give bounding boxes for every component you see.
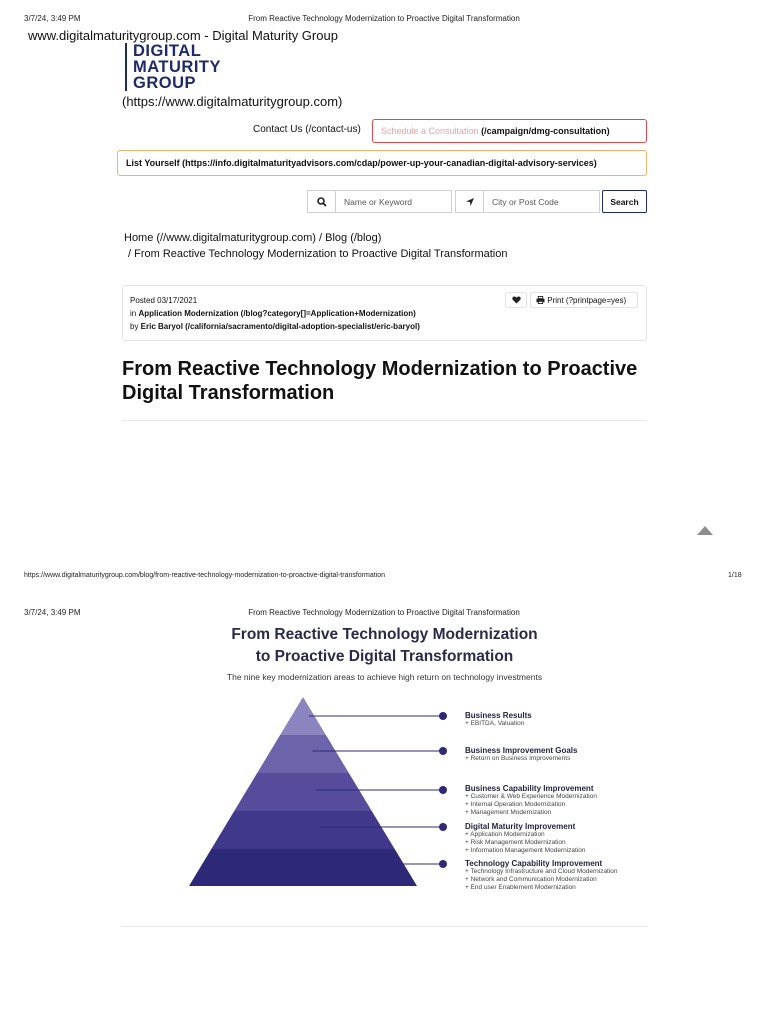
print-button[interactable] (530, 292, 638, 308)
list-yourself-button[interactable]: List Yourself (https://info.digitalmaturityadvisors.com/cdap/power-up-your-canadian-digital-advisory-services) (117, 150, 647, 176)
site-url-title[interactable]: www.digitalmaturitygroup.com - Digital Maturity Group (28, 28, 338, 43)
in-label: in (130, 309, 139, 318)
level-title: Digital Maturity Improvement (465, 822, 576, 831)
level-title: Technology Capability Improvement (465, 859, 603, 868)
level-item: + Return on Business Improvements (465, 755, 571, 762)
location-arrow-icon[interactable] (455, 190, 484, 213)
pyramid-level (465, 822, 586, 855)
infographic-title (122, 624, 647, 668)
print-footer-url: https://www.digitalmaturitygroup.com/blog/from-reactive-technology-modernization-to-proactive-digital-transformation (24, 572, 386, 579)
pyramid-tier (234, 773, 372, 811)
keyword-search-input[interactable]: Name or Keyword (336, 190, 452, 213)
level-item: + Network and Communication Modernization (465, 876, 597, 883)
heart-icon (512, 296, 521, 304)
pyramid-tier (257, 735, 349, 773)
level-item: + Information Management Modernization (465, 847, 586, 854)
logo-line-2: MATURITY (133, 58, 222, 76)
connector-dot (439, 712, 447, 720)
by-label: by (130, 322, 141, 331)
category-link[interactable]: Application Modernization (/blog?category[]=Application+Modernization) (138, 309, 416, 318)
author-link[interactable]: Eric Baryol (/california/sacramento/digital-adoption-specialist/eric-baryol) (140, 322, 420, 331)
connector-dot (439, 747, 447, 755)
scroll-to-top-icon[interactable] (696, 524, 714, 536)
print-datetime-page2: 3/7/24, 3:49 PM (24, 608, 81, 617)
infographic-subtitle: The nine key modernization areas to achieve high return on technology investments (226, 672, 543, 682)
pyramid-level (465, 711, 532, 728)
site-logo[interactable] (125, 43, 245, 91)
level-item: + End user Enablement Modernization (465, 884, 576, 891)
title-divider (122, 420, 647, 421)
printer-icon (536, 296, 545, 304)
logo-line-3: GROUP (133, 74, 197, 92)
print-doc-title: From Reactive Technology Modernization to Proactive Digital Transformation (248, 14, 520, 23)
schedule-consultation-button[interactable] (372, 119, 647, 143)
consultation-url: (/campaign/dmg-consultation) (481, 126, 610, 136)
logo-line-1: DIGITAL (133, 42, 202, 60)
infographic-title-line-2: to Proactive Digital Transformation (255, 648, 514, 665)
print-datetime: 3/7/24, 3:49 PM (24, 14, 81, 23)
connector-dot (439, 860, 447, 868)
connector-dot (439, 786, 447, 794)
breadcrumb-current: / From Reactive Technology Modernization to Proactive Digital Transformation (128, 248, 508, 260)
level-item: + EBITDA, Valuation (465, 720, 525, 727)
favorite-button[interactable] (505, 292, 527, 308)
pyramid-level (465, 859, 618, 892)
contact-us-link[interactable]: Contact Us (/contact-us) (253, 124, 361, 135)
level-item: + Internal Operation Modernization (465, 801, 566, 808)
level-item: + Risk Management Modernization (465, 839, 566, 846)
city-postcode-input[interactable]: City or Post Code (484, 190, 600, 213)
breadcrumb[interactable]: Home (//www.digitalmaturitygroup.com) / Blog (/blog) (124, 232, 382, 244)
level-title: Business Results (465, 711, 532, 720)
consultation-label: Schedule a Consultation (381, 126, 479, 136)
pyramid-diagram (185, 695, 455, 890)
print-doc-title-page2: From Reactive Technology Modernization to Proactive Digital Transformation (248, 608, 520, 617)
search-button[interactable]: Search (602, 190, 647, 213)
level-title: Business Improvement Goals (465, 746, 578, 755)
level-item: + Application Modernization (465, 831, 545, 838)
logo-url[interactable]: (https://www.digitalmaturitygroup.com) (122, 94, 343, 109)
author-line (130, 322, 420, 331)
search-icon[interactable] (307, 190, 336, 213)
page-number: 1/18 (728, 572, 742, 579)
pyramid-level (465, 746, 577, 763)
level-item: + Customer & Web Experience Modernization (465, 793, 597, 800)
infographic-divider (122, 926, 647, 927)
pyramid-tier (211, 811, 394, 849)
print-label: Print (?printpage=yes) (547, 296, 627, 305)
connector-dot (439, 823, 447, 831)
infographic-title-line-1: From Reactive Technology Modernization (231, 626, 538, 643)
level-title: Business Capability Improvement (465, 784, 594, 793)
pyramid-level (465, 784, 597, 817)
posted-date: Posted 03/17/2021 (130, 296, 198, 305)
category-line (130, 309, 416, 318)
pyramid-tier (189, 849, 417, 886)
level-item: + Technology Infrastructure and Cloud Modernization (465, 868, 618, 875)
article-title: From Reactive Technology Modernization to Proactive Digital Transformation (122, 358, 638, 404)
level-item: + Management Modernization (465, 809, 552, 816)
